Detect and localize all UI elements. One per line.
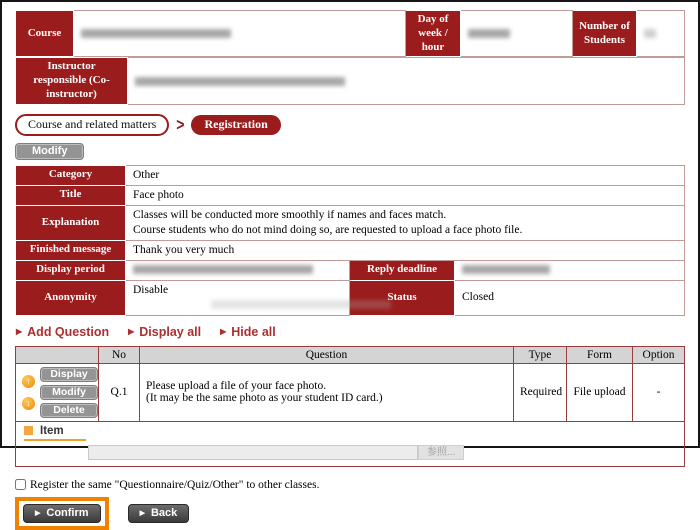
triangle-bullet-icon [128,325,139,339]
controls-column-header [16,346,99,363]
finished-message-label-cell: Finished message [16,240,126,260]
hide-all-label: Hide all [231,324,276,339]
triangle-icon [35,507,46,519]
question-column-header: Question [140,346,514,363]
no-column-header: No [99,346,140,363]
redacted-reply-deadline [462,265,550,274]
triangle-icon [140,507,151,519]
question-row [16,363,685,421]
modify-question-button[interactable]: Modify [40,385,98,400]
register-other-classes-checkbox[interactable] [15,479,26,490]
chevron-right-icon [176,116,184,133]
delete-question-button[interactable]: Delete [40,403,98,418]
page [2,2,698,530]
display-all-link[interactable] [128,325,201,339]
display-period-value-cell [126,260,350,280]
question-table-header-row [16,346,685,363]
confirm-button[interactable] [23,504,101,523]
question-line2: (It may be the same photo as your student ID card.) [146,392,383,404]
footer-actions [15,497,685,530]
back-button-wrap [128,504,190,523]
title-label-cell: Title [16,185,126,205]
orange-square-icon [24,426,33,435]
redacted-course-value [81,29,231,38]
option-column-header: Option [633,346,685,363]
explanation-line2: Course students who do not mind doing so, are requested to upload a face photo file. [133,223,523,236]
explanation-label-cell: Explanation [16,205,126,240]
item-cell [16,421,685,466]
redacted-instructor-value [135,77,345,86]
register-other-classes-row [15,479,685,491]
day-of-week-label-cell: Day of week / hour [406,11,461,57]
course-info-table [15,10,685,57]
move-down-icon[interactable] [22,397,35,410]
instructor-value-cell [128,58,685,104]
status-label-cell: Status [350,280,455,315]
tab-course-related-matters[interactable]: Course and related matters [15,114,169,136]
move-up-icon[interactable] [22,375,35,388]
questionnaire-details-table [15,165,685,316]
question-form-cell: File upload [567,363,633,421]
question-type-cell: Required [514,363,567,421]
display-question-button[interactable]: Display [40,367,98,382]
status-value-cell: Closed [455,280,685,315]
day-of-week-value-cell [461,11,573,57]
breadcrumb [15,114,685,136]
confirm-highlight-box [15,497,109,530]
course-value-cell [74,11,406,57]
item-label: Item [40,424,64,437]
register-other-classes-label: Register the same "Questionnaire/Quiz/Other" to other classes. [30,478,320,491]
add-question-label: Add Question [27,324,110,339]
add-question-link[interactable] [16,325,109,339]
item-row [16,421,685,466]
confirm-label: Confirm [46,506,89,519]
back-button[interactable] [128,504,190,523]
triangle-bullet-icon [220,325,231,339]
finished-message-value-cell: Thank you very much [126,240,685,260]
anonymity-value: Disable [133,283,169,296]
anonymity-value-cell [126,280,350,315]
question-line1: Please upload a file of your face photo. [146,380,327,392]
redacted-display-period [133,265,313,274]
title-value-cell: Face photo [126,185,685,205]
file-path-input[interactable] [88,445,418,460]
explanation-line1: Classes will be conducted more smoothly if names and faces match. [133,208,447,221]
type-column-header: Type [514,346,567,363]
redacted-students-value [644,29,656,38]
tab-registration: Registration [191,115,280,135]
question-no-cell: Q.1 [99,363,140,421]
explanation-value-cell [126,205,685,240]
course-label-cell: Course [16,11,74,57]
redacted-anonymity-extra [211,300,391,309]
category-label-cell: Category [16,165,126,185]
question-actions [16,325,685,339]
question-option-cell: - [633,363,685,421]
instructor-label-cell: Instructor responsible (Co-instructor) [16,58,128,104]
display-period-label-cell: Display period [16,260,126,280]
reply-deadline-value-cell [455,260,685,280]
modify-button[interactable]: Modify [15,143,84,160]
question-text-cell [140,363,514,421]
question-table [15,346,685,467]
back-label: Back [150,506,178,519]
students-label-cell: Number of Students [573,11,637,57]
triangle-bullet-icon [16,325,27,339]
instructor-info-table [15,57,685,104]
anonymity-label-cell: Anonymity [16,280,126,315]
hide-all-link[interactable] [220,325,276,339]
redacted-day-value [468,29,510,38]
browse-button[interactable]: 参照... [418,445,464,460]
students-value-cell [637,11,685,57]
item-heading [24,425,86,441]
reply-deadline-label-cell: Reply deadline [350,260,455,280]
row-controls-cell [16,363,99,421]
display-all-label: Display all [139,324,202,339]
category-value-cell: Other [126,165,685,185]
form-column-header: Form [567,346,633,363]
